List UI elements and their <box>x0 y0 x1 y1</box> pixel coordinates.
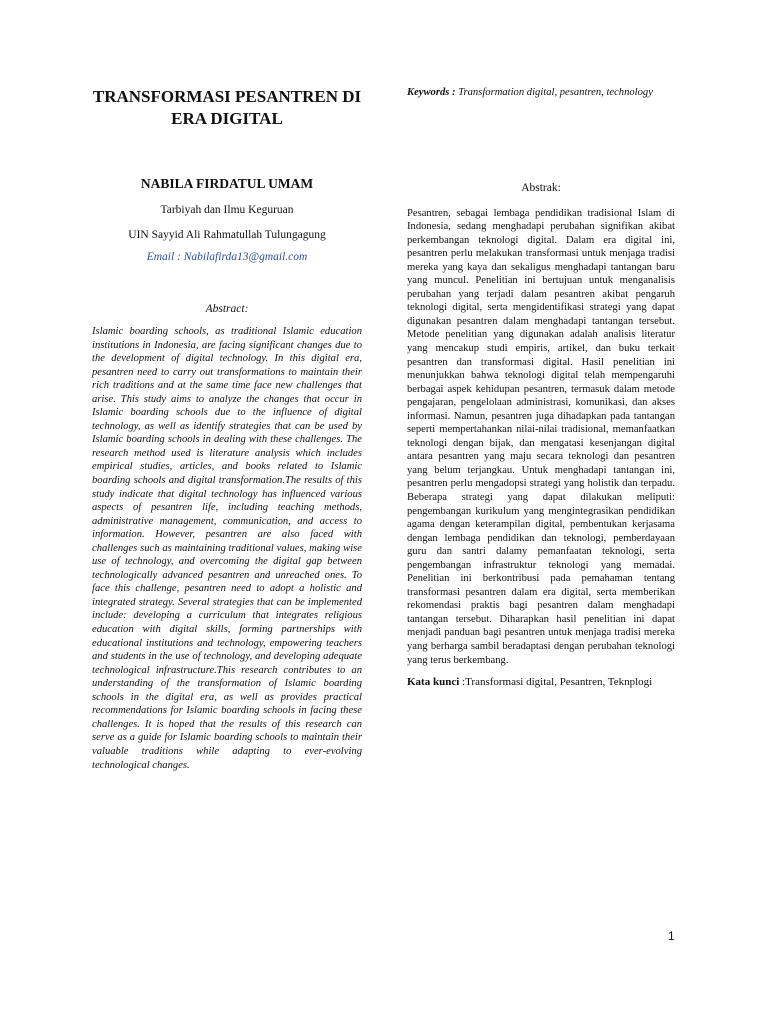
right-column <box>407 86 675 689</box>
affiliation-faculty: Tarbiyah dan Ilmu Keguruan <box>160 204 294 216</box>
keywords-indonesian-label: Kata kunci <box>407 676 460 689</box>
keywords-english-values: Transformation digital, pesantren, technology <box>455 87 653 98</box>
keywords-english-label: Keywords : <box>407 87 456 98</box>
abstract-english-heading: Abstract: <box>205 303 249 315</box>
page-number: 1 <box>668 929 675 943</box>
author-email: Email : Nabilafirda13@gmail.com <box>146 251 308 263</box>
keywords-indonesian <box>407 675 675 689</box>
left-column <box>92 86 362 772</box>
abstract-indonesian-text: Pesantren, sebagai lembaga pendidikan tradisional Islam di Indonesia, sedang menghadapi perubahan signifikan akibat perkembangan teknologi digital. Dalam era digital ini, pesantren perlu melakukan transformasi untuk menjaga tradisi mereka yang kaya dan sekaligus menghadapi tantangan baru yang muncul. Penelitian ini bertujuan untuk menganalisis perubahan yang terjadi dalam pesantren akibat pengaruh teknologi digital, serta mengidentifikasi strategi yang dapat digunakan pesantren dalam menghadapi tantangan tersebut. Metode penelitian yang digunakan adalah analisis literatur yang mencakup studi empiris, artikel, dan buku terkait pesantren dan transformasi digital. Hasil penelitian ini menunjukkan bahwa teknologi digital telah mempengaruhi berbagai aspek kehidupan pesantren, termasuk dalam metode pengajaran, pengelolaan administrasi, komunikasi, dan akses informasi. Namun, pesantren juga dihadapkan pada tantangan seperti mempertahankan nilai-nilai tradisional, memanfaatkan teknologi dengan bijak, dan mengatasi kesenjangan digital antara pesantren yang maju secara teknologi dan pesantren yang belum terjangkau. Untuk menghadapi tantangan ini, pesantren perlu mengadopsi strategi yang holistik dan terpadu. Beberapa strategi yang dapat dilakukan meliputi: pengembangan kurikulum yang mengintegrasikan pendidikan agama dengan keterampilan digital, pembentukan kerjasama dengan lembaga pendidikan dan teknologi, pemberdayaan guru dan santri dalamy pemanfaatan teknologi, serta pengembangan infrastruktur teknologi yang memadai. Penelitian ini berkontribusi pada pemahaman tentang transformasi pesantren dalam era digital, serta memberikan rekomendasi praktis bagi pesantren dalam menghadapi tantangan tersebut. Diharapkan hasil penelitian ini dapat menjadi panduan bagi pesantren untuk menjaga tradisi mereka yang berharga sambil beradaptasi dengan perubahan teknologi yang terus berkembang. <box>407 207 675 666</box>
abstract-english-text: Islamic boarding schools, as traditional Islamic education institutions in Indonesia, are facing significant changes due to the development of digital technology. In this digital era, pesantren need to carry out transformations to maintain their rich traditions and at the same time face new challenges that arise. This study aims to analyze the changes that occur in Islamic boarding schools due to the influence of digital technology, as well as identify strategies that can be used by Islamic boarding schools in dealing with these challenges. The research method used is literature analysis which includes empirical studies, articles, and books related to Islamic boarding schools and digital transformation.The results of this study indicate that digital technology has influenced various aspects of pesantren life, including teaching methods, administrative management, communication, and access to information. However, pesantren are also faced with challenges such as maintaining traditional values, making wise use of technology, and overcoming the digital gap between technologically advanced pesantren and unreached ones. To face this challenge, pesantren need to adopt a holistic and integrated strategy. Several strategies that can be implemented include: developing a curriculum that integrates religious education with digital skills, forming partnerships with educational institutions and technology, empowering teachers and students in the use of technology, and developing adequate technological infrastructure.This research contributes to an understanding of the transformation of Islamic boarding schools in the digital era, as well as provides practical recommendations for Islamic boarding schools in facing these challenges. It is hoped that the results of this research can serve as a guide for Islamic boarding schools to maintain their valuable traditions while adapting to ever-evolving technological changes. <box>92 326 362 771</box>
affiliation-university: UIN Sayyid Ali Rahmatullah Tulungagung <box>128 229 326 241</box>
paper-title: TRANSFORMASI PESANTREN DI ERA DIGITAL <box>92 87 362 128</box>
keywords-indonesian-values: :Transformasi digital, Pesantren, Teknplogi <box>459 676 653 689</box>
abstract-indonesian-heading: Abstrak: <box>521 181 561 194</box>
author-name: NABILA FIRDATUL UMAM <box>140 176 314 191</box>
keywords-english <box>407 86 675 100</box>
